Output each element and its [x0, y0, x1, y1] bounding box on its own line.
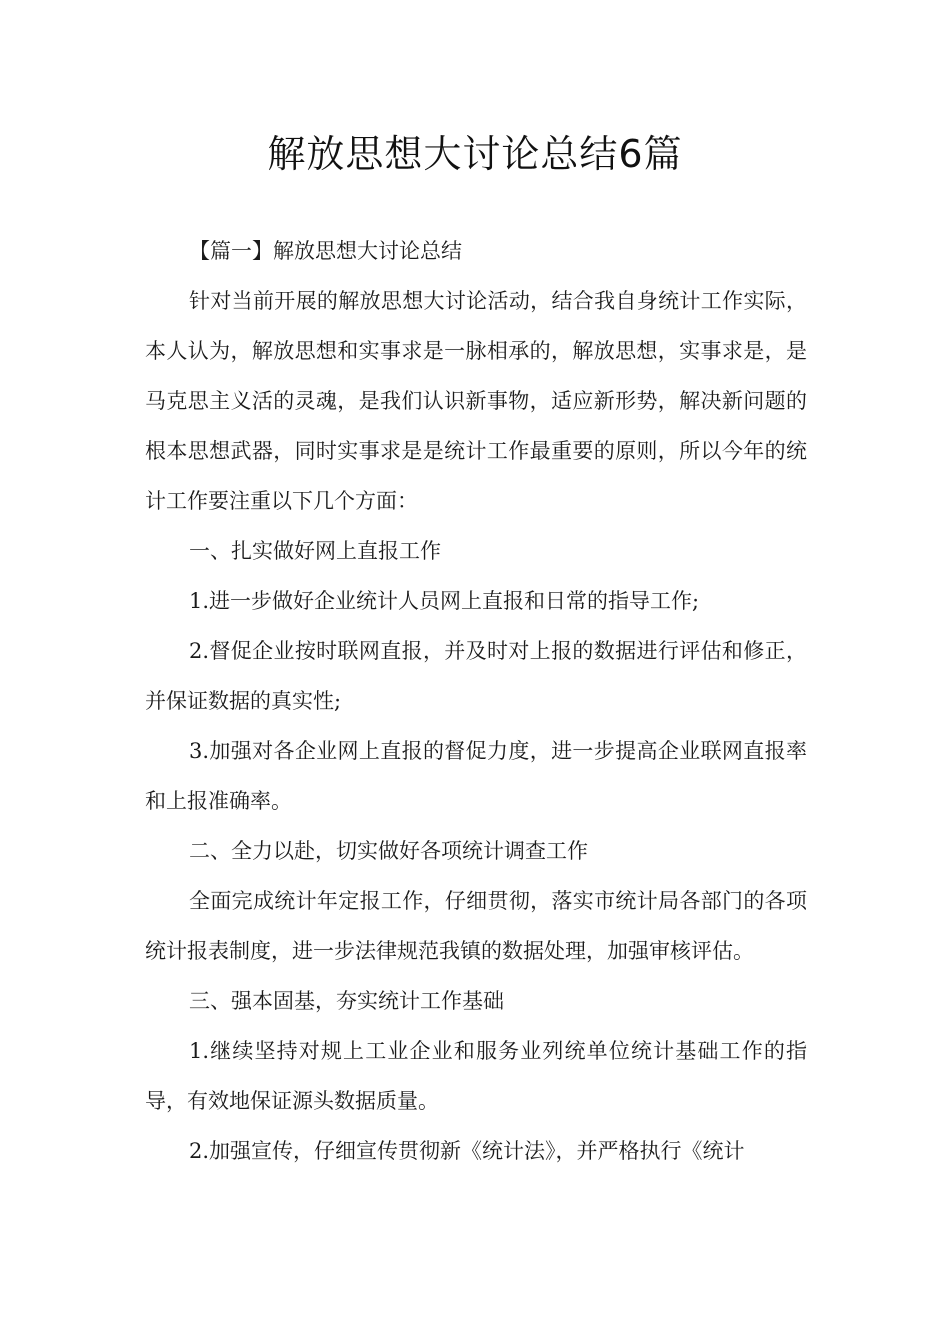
section-heading-1: 一、扎实做好网上直报工作	[189, 539, 441, 563]
list-item-3-2: 2.加强宣传，仔细宣传贯彻新《统计法》，并严格执行《统计	[189, 1139, 745, 1163]
list-item-1-2: 2.督促企业按时联网直报，并及时对上报的数据进行评估和修正，并保证数据的真实性;	[145, 639, 807, 713]
section-heading-3: 三、强本固基，夯实统计工作基础	[189, 989, 504, 1013]
intro-paragraph: 针对当前开展的解放思想大讨论活动，结合我自身统计工作实际，本人认为，解放思想和实事求是一脉相承的，解放思想，实事求是，是马克思主义活的灵魂，是我们认识新事物，适应新形势，解决新问题的根本思想武器，同时实事求是是统计工作最重要的原则，所以今年的统计工作要注重以下几个方面：	[145, 289, 807, 513]
document-body	[145, 226, 807, 1176]
list-item-1-1: 1.进一步做好企业统计人员网上直报和日常的指导工作;	[189, 589, 700, 613]
document-title: 解放思想大讨论总结6篇	[267, 132, 683, 176]
section-heading-2: 二、全力以赴，切实做好各项统计调查工作	[189, 839, 588, 863]
section-2-paragraph: 全面完成统计年定报工作，仔细贯彻，落实市统计局各部门的各项统计报表制度，进一步法律规范我镇的数据处理，加强审核评估。	[145, 889, 807, 963]
section-heading-part-one: 【篇一】解放思想大讨论总结	[189, 239, 462, 263]
list-item-3-1: 1.继续坚持对规上工业企业和服务业列统单位统计基础工作的指导，有效地保证源头数据质量。	[145, 1039, 807, 1113]
list-item-1-3: 3.加强对各企业网上直报的督促力度，进一步提高企业联网直报率和上报准确率。	[145, 739, 807, 813]
